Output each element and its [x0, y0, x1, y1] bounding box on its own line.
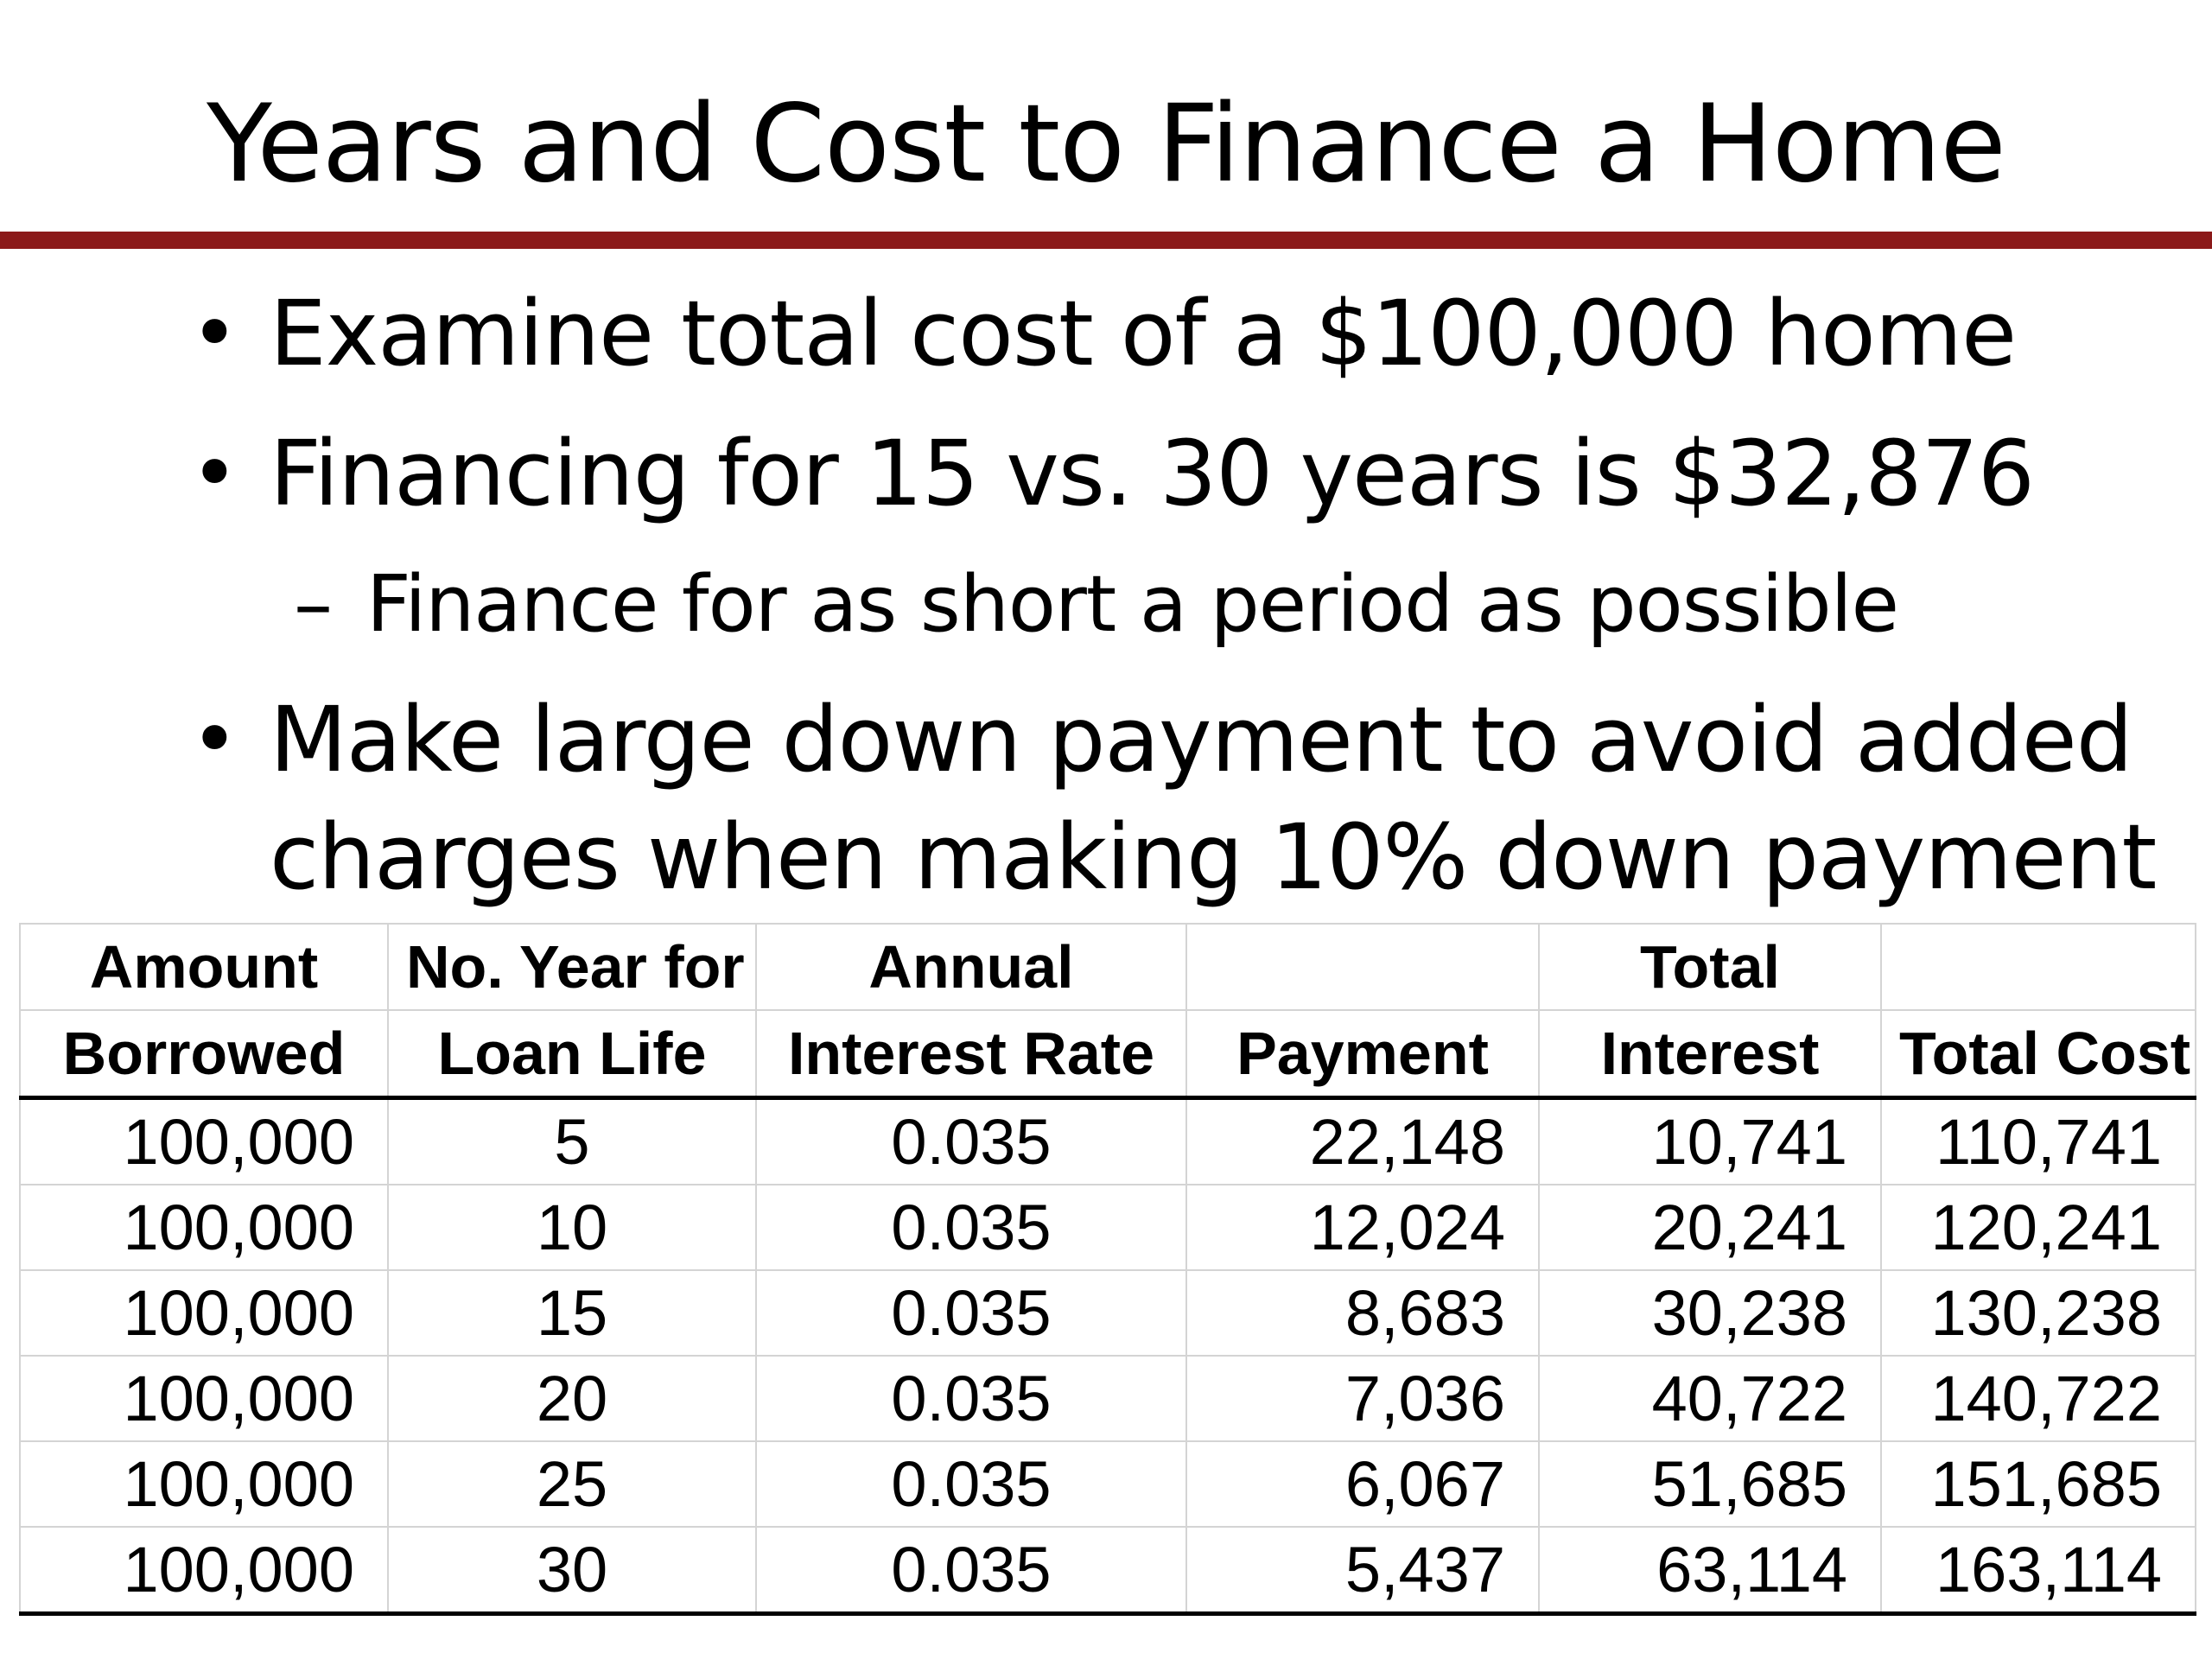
bullet-text-line-1: Make large down payment to avoid added — [270, 687, 2133, 792]
table-cell: 30,238 — [1539, 1270, 1881, 1356]
loan-cost-table — [19, 923, 2196, 1616]
bullet-text: Examine total cost of a $100,000 home — [270, 281, 2017, 386]
table-row — [20, 1098, 2196, 1185]
table-cell: 0.035 — [756, 1098, 1186, 1185]
table-row — [20, 1185, 2196, 1270]
table-cell: 0.035 — [756, 1527, 1186, 1614]
table-cell: 8,683 — [1186, 1270, 1539, 1356]
header-cell: Loan Life — [388, 1010, 756, 1098]
slide-title: Years and Cost to Finance a Home — [207, 82, 2005, 207]
table-cell: 100,000 — [20, 1098, 388, 1185]
table-cell: 25 — [388, 1441, 756, 1527]
bullet-text: Financing for 15 vs. 30 years is $32,876 — [270, 421, 2034, 526]
dash-icon: – — [294, 559, 332, 650]
title-divider — [0, 232, 2212, 249]
header-cell — [1186, 924, 1539, 1010]
table-cell: 0.035 — [756, 1356, 1186, 1441]
table-cell: 10,741 — [1539, 1098, 1881, 1185]
table-cell: 0.035 — [756, 1185, 1186, 1270]
table-header-row — [20, 1010, 2196, 1098]
bullet-text-line-2: charges when making 10% down payment — [270, 804, 2157, 910]
header-cell: Annual — [756, 924, 1186, 1010]
table-cell: 151,685 — [1881, 1441, 2196, 1527]
header-cell: Interest Rate — [756, 1010, 1186, 1098]
bullet-icon: • — [190, 691, 238, 788]
table-cell: 5,437 — [1186, 1527, 1539, 1614]
table-cell: 100,000 — [20, 1270, 388, 1356]
header-cell: Borrowed — [20, 1010, 388, 1098]
header-cell: Total — [1539, 924, 1881, 1010]
table-cell: 5 — [388, 1098, 756, 1185]
table-cell: 6,067 — [1186, 1441, 1539, 1527]
header-cell: Payment — [1186, 1010, 1539, 1098]
header-cell: Interest — [1539, 1010, 1881, 1098]
table-cell: 51,685 — [1539, 1441, 1881, 1527]
table-cell: 100,000 — [20, 1527, 388, 1614]
table-row — [20, 1441, 2196, 1527]
table-cell: 63,114 — [1539, 1527, 1881, 1614]
table-cell: 12,024 — [1186, 1185, 1539, 1270]
header-cell: Amount — [20, 924, 388, 1010]
table-cell: 130,238 — [1881, 1270, 2196, 1356]
table-cell: 20,241 — [1539, 1185, 1881, 1270]
table-header-row — [20, 924, 2196, 1010]
table-cell: 140,722 — [1881, 1356, 2196, 1441]
sub-bullet-text: Finance for as short a period as possible — [366, 559, 1899, 650]
header-cell — [1881, 924, 2196, 1010]
bullet-icon: • — [190, 425, 238, 522]
table-cell: 163,114 — [1881, 1527, 2196, 1614]
header-cell: No. Year for — [388, 924, 756, 1010]
table-cell: 0.035 — [756, 1270, 1186, 1356]
table-row — [20, 1270, 2196, 1356]
bullet-icon: • — [190, 285, 238, 382]
table-cell: 100,000 — [20, 1441, 388, 1527]
table-cell: 100,000 — [20, 1356, 388, 1441]
table-row — [20, 1356, 2196, 1441]
table-cell: 15 — [388, 1270, 756, 1356]
table-cell: 0.035 — [756, 1441, 1186, 1527]
table-cell: 10 — [388, 1185, 756, 1270]
table-cell: 20 — [388, 1356, 756, 1441]
table-cell: 22,148 — [1186, 1098, 1539, 1185]
table-cell: 110,741 — [1881, 1098, 2196, 1185]
header-cell: Total Cost — [1881, 1010, 2196, 1098]
table-cell: 30 — [388, 1527, 756, 1614]
table-cell: 120,241 — [1881, 1185, 2196, 1270]
table-cell: 7,036 — [1186, 1356, 1539, 1441]
table-cell: 100,000 — [20, 1185, 388, 1270]
table-cell: 40,722 — [1539, 1356, 1881, 1441]
table-row — [20, 1527, 2196, 1614]
